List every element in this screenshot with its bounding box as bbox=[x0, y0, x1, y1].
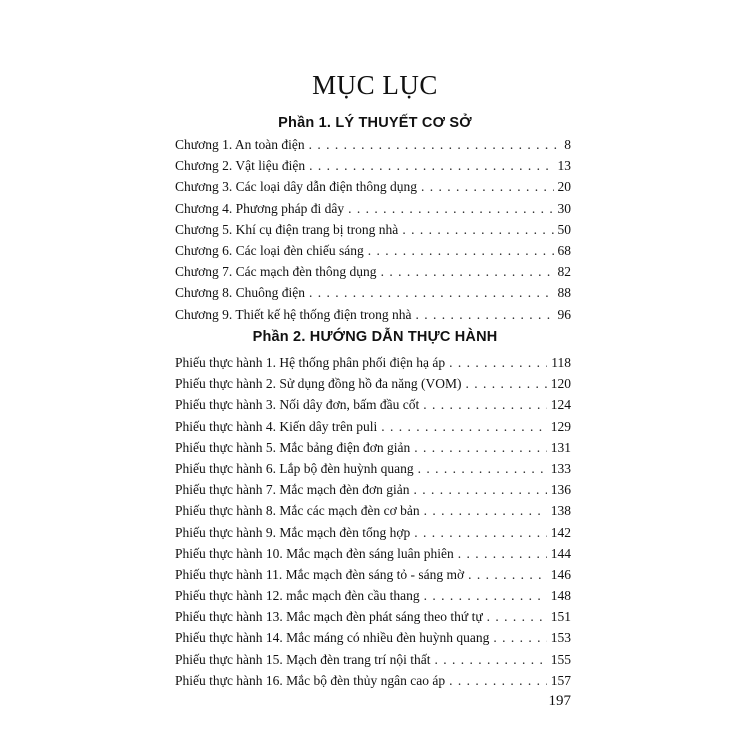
toc-entry-page: 13 bbox=[557, 158, 571, 174]
toc-entry bbox=[175, 158, 571, 179]
toc-entry bbox=[175, 419, 571, 440]
dot-leader bbox=[348, 201, 553, 217]
toc-entry-page: 96 bbox=[557, 306, 571, 322]
toc-entry bbox=[175, 567, 571, 588]
dot-leader bbox=[309, 137, 561, 153]
toc-entry-page: 133 bbox=[550, 460, 571, 476]
toc-entry-page: 153 bbox=[550, 630, 571, 646]
toc-entry-page: 88 bbox=[557, 285, 571, 301]
toc-entry-page: 82 bbox=[557, 264, 571, 280]
toc-entry-page: 142 bbox=[550, 524, 571, 540]
toc-entry-label: Phiếu thực hành 16. Mắc bộ đèn thủy ngân cao áp bbox=[175, 672, 446, 688]
toc-entry-label: Phiếu thực hành 5. Mắc bảng điện đơn giản bbox=[175, 439, 411, 455]
dot-leader bbox=[381, 264, 554, 280]
toc-entry-label: Chương 8. Chuông điện bbox=[175, 285, 305, 301]
dot-leader bbox=[309, 285, 554, 301]
dot-leader bbox=[402, 222, 553, 238]
dot-leader bbox=[421, 179, 553, 195]
toc-entry-label: Phiếu thực hành 15. Mạch đèn trang trí nội thất bbox=[175, 651, 431, 667]
toc-entry bbox=[175, 482, 571, 503]
page-number: 197 bbox=[548, 693, 571, 709]
part2-heading: Phần 2. HƯỚNG DẪN THỰC HÀNH bbox=[252, 329, 498, 345]
toc-entry-page: 120 bbox=[550, 376, 571, 392]
toc-entry bbox=[175, 503, 571, 524]
toc-entry-label: Chương 6. Các loại đèn chiếu sáng bbox=[175, 242, 364, 258]
toc-entry-page: 118 bbox=[551, 355, 571, 370]
toc-entry-label: Phiếu thực hành 14. Mắc máng có nhiều đèn huỳnh quang bbox=[175, 630, 490, 646]
toc-entry-page: 20 bbox=[557, 179, 571, 195]
dot-leader bbox=[309, 158, 553, 174]
toc-entry-page: 144 bbox=[550, 545, 571, 561]
toc-entry bbox=[175, 222, 571, 243]
toc-entry-label: Phiếu thực hành 2. Sử dụng đồng hồ đa năng (VOM) bbox=[175, 376, 462, 392]
toc-entry-label: Chương 9. Thiết kế hệ thống điện trong nhà bbox=[175, 306, 412, 322]
part2-toc-list bbox=[175, 355, 571, 694]
toc-entry-page: 131 bbox=[550, 439, 571, 455]
toc-entry bbox=[175, 440, 571, 461]
toc-entry-page: 151 bbox=[550, 609, 571, 625]
dot-leader bbox=[414, 440, 546, 456]
dot-leader bbox=[435, 652, 547, 668]
dot-leader bbox=[368, 243, 554, 259]
toc-entry bbox=[175, 525, 571, 546]
toc-entry-label: Phiếu thực hành 7. Mắc mạch đèn đơn giản bbox=[175, 482, 410, 498]
toc-entry bbox=[175, 630, 571, 651]
dot-leader bbox=[449, 355, 547, 371]
toc-entry bbox=[175, 285, 571, 306]
toc-entry-page: 136 bbox=[550, 482, 571, 498]
toc-entry bbox=[175, 355, 571, 376]
toc-entry-page: 148 bbox=[550, 588, 571, 604]
dot-leader bbox=[423, 397, 546, 413]
page-title: MỤC LỤC bbox=[312, 70, 438, 100]
part1-heading: Phần 1. LÝ THUYẾT CƠ SỞ bbox=[278, 115, 472, 131]
toc-entry-page: 146 bbox=[550, 566, 571, 582]
toc-entry bbox=[175, 397, 571, 418]
toc-entry bbox=[175, 137, 571, 158]
dot-leader bbox=[465, 376, 546, 392]
dot-leader bbox=[416, 307, 554, 323]
dot-leader bbox=[414, 525, 546, 541]
toc-entry-page: 155 bbox=[550, 651, 571, 667]
toc-entry bbox=[175, 546, 571, 567]
toc-entry-label: Chương 1. An toàn điện bbox=[175, 137, 305, 152]
toc-entry-label: Phiếu thực hành 1. Hệ thống phân phối điện hạ áp bbox=[175, 355, 446, 370]
dot-leader bbox=[487, 609, 547, 625]
toc-entry bbox=[175, 201, 571, 222]
dot-leader bbox=[493, 630, 546, 646]
toc-entry bbox=[175, 588, 571, 609]
toc-entry bbox=[175, 307, 571, 328]
toc-entry bbox=[175, 652, 571, 673]
toc-entry-label: Phiếu thực hành 6. Lắp bộ đèn huỳnh quang bbox=[175, 460, 414, 476]
toc-entry bbox=[175, 461, 571, 482]
toc-entry-page: 8 bbox=[564, 137, 571, 152]
toc-entry bbox=[175, 243, 571, 264]
toc-entry-page: 124 bbox=[550, 397, 571, 413]
part1-toc-list bbox=[175, 137, 571, 328]
toc-entry-label: Phiếu thực hành 13. Mắc mạch đèn phát sáng theo thứ tự bbox=[175, 609, 483, 625]
toc-entry-label: Chương 4. Phương pháp đi dây bbox=[175, 200, 345, 216]
toc-entry-label: Phiếu thực hành 10. Mắc mạch đèn sáng luân phiên bbox=[175, 545, 454, 561]
toc-entry bbox=[175, 673, 571, 694]
dot-leader bbox=[468, 567, 547, 583]
toc-entry-label: Phiếu thực hành 9. Mắc mạch đèn tổng hợp bbox=[175, 524, 411, 540]
toc-entry-page: 129 bbox=[550, 418, 571, 434]
toc-entry bbox=[175, 264, 571, 285]
toc-entry bbox=[175, 376, 571, 397]
dot-leader bbox=[414, 482, 547, 498]
toc-entry-page: 138 bbox=[550, 503, 571, 519]
toc-entry bbox=[175, 609, 571, 630]
toc-entry bbox=[175, 179, 571, 200]
toc-entry-label: Chương 7. Các mạch đèn thông dụng bbox=[175, 264, 377, 280]
dot-leader bbox=[424, 503, 547, 519]
toc-entry-page: 50 bbox=[557, 221, 571, 237]
toc-entry-label: Phiếu thực hành 3. Nối dây đơn, bấm đầu cốt bbox=[175, 397, 420, 413]
toc-entry-label: Phiếu thực hành 8. Mắc các mạch đèn cơ bản bbox=[175, 503, 420, 519]
dot-leader bbox=[381, 419, 546, 435]
toc-entry-label: Chương 2. Vật liệu điện bbox=[175, 158, 306, 174]
toc-entry-page: 68 bbox=[557, 242, 571, 258]
toc-entry-label: Chương 5. Khí cụ điện trang bị trong nhà bbox=[175, 221, 399, 237]
dot-leader bbox=[449, 673, 547, 689]
toc-entry-label: Phiếu thực hành 12. mắc mạch đèn cầu thang bbox=[175, 588, 420, 604]
toc-entry-label: Phiếu thực hành 11. Mắc mạch đèn sáng tỏ - sáng mờ bbox=[175, 566, 465, 582]
toc-entry-page: 30 bbox=[557, 200, 571, 216]
dot-leader bbox=[418, 461, 547, 477]
toc-entry-page: 157 bbox=[550, 672, 571, 688]
toc-entry-label: Chương 3. Các loại dây dẫn điện thông dụng bbox=[175, 179, 418, 195]
dot-leader bbox=[424, 588, 547, 604]
toc-entry-label: Phiếu thực hành 4. Kiến dây trên puli bbox=[175, 418, 378, 434]
dot-leader bbox=[458, 546, 547, 562]
